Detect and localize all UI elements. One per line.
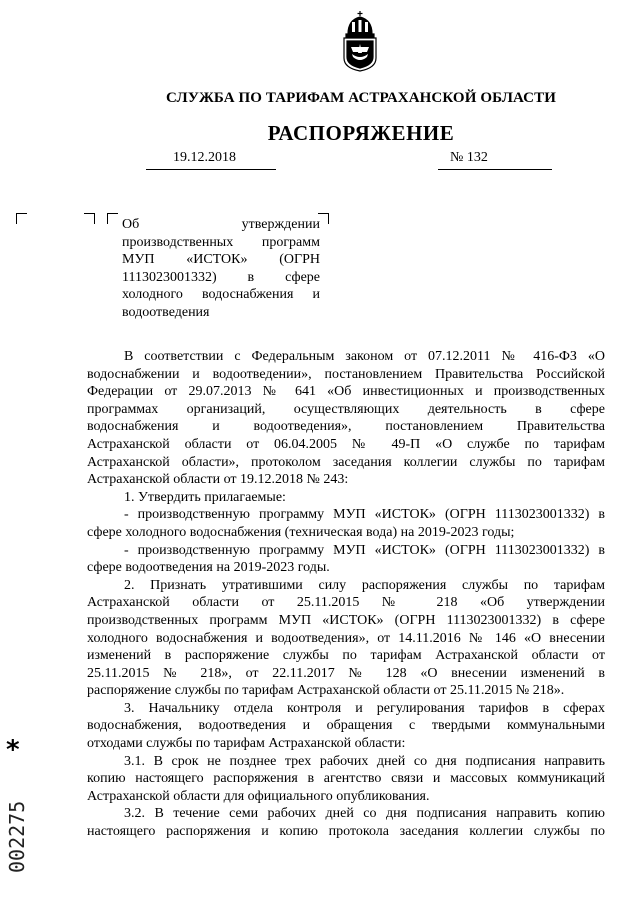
margin-asterisk: * xyxy=(6,735,20,765)
body-line: 3.2. В течение семи рабочих дней со дня подписания направить копию xyxy=(124,806,605,822)
corner-mark xyxy=(16,213,27,224)
body-line: программах организаций, осуществляющих деятельность в сфере xyxy=(87,401,605,417)
body-line: Астраханской области для официального опубликования. xyxy=(87,788,430,804)
body-line: настоящего распоряжения и копию протокола заседания коллегии службы по xyxy=(87,824,605,840)
corner-mark xyxy=(84,213,95,224)
body-line: распоряжение службы по тарифам Астраханской области от 25.11.2015 № 218». xyxy=(87,683,565,699)
body-line: изменений в распоряжение службы по тарифам Астраханской области от xyxy=(87,648,605,664)
body-line: 2. Признать утратившими силу распоряжения службы по тарифам xyxy=(124,577,605,593)
stamp-number-text: 002275 xyxy=(5,800,29,873)
issuing-agency-title: СЛУЖБА ПО ТАРИФАМ АСТРАХАНСКОЙ ОБЛАСТИ xyxy=(166,90,556,106)
body-line: 3. Начальнику отдела контроля и регулирования тарифов в сферах xyxy=(124,700,605,716)
document-number: № 132 xyxy=(450,150,488,165)
subject-line: водоотведения xyxy=(122,304,210,320)
subject-line: холодного водоснабжения и xyxy=(122,287,320,302)
document-body xyxy=(87,348,605,841)
body-line: отходами службы по тарифам Астраханской области: xyxy=(87,736,406,752)
body-line: Астраханской области», протоколом заседания коллегии службы по тарифам xyxy=(87,454,605,470)
subject-line: Об утверждении xyxy=(122,217,320,232)
body-line: Астраханской области от 06.04.2005 № 49-П «О службе по тарифам xyxy=(87,436,605,452)
subject-line: МУП «ИСТОК» (ОГРН xyxy=(122,252,320,267)
body-line: Федерации от 29.07.2013 № 641 «Об инвестиционных и производственных xyxy=(87,384,605,400)
body-line: водоснабжения, водоотведения и обращения с твердыми коммунальными xyxy=(87,718,605,734)
body-line: производственных программ МУП «ИСТОК» (ОГРН 1113023001332) в сфере xyxy=(87,612,605,628)
date-underline xyxy=(146,169,276,170)
number-underline xyxy=(438,169,552,170)
body-line: 25.11.2015 № 218», от 22.11.2017 № 128 «О внесении изменений в xyxy=(87,665,605,681)
body-line: 1. Утвердить прилагаемые: xyxy=(124,489,286,505)
document-type-title: РАСПОРЯЖЕНИЕ xyxy=(267,121,455,145)
subject-block xyxy=(122,216,320,321)
body-line: Астраханской области от 25.11.2015 № 218 «Об утверждении xyxy=(87,595,605,611)
body-line: сфере холодного водоснабжения (техническая вода) на 2019-2023 годы; xyxy=(87,524,515,540)
body-line: водоснабжении и водоотведении», постановлением Правительства Российской xyxy=(87,366,605,382)
body-line: водоснабжения и водоотведения», постановлением Правительства xyxy=(87,419,605,435)
margin-stamp-number xyxy=(2,765,32,875)
body-line: В соответствии с Федеральным законом от 07.12.2011 № 416-ФЗ «О xyxy=(124,349,605,364)
body-line: - производственную программу МУП «ИСТОК» (ОГРН 1113023001332) в xyxy=(124,542,605,558)
subject-line: 1113023001332) в сфере xyxy=(122,269,320,285)
subject-line: производственных программ xyxy=(122,234,320,250)
body-line: сфере водоотведения на 2019-2023 годы. xyxy=(87,560,330,576)
body-line: Астраханской области от 19.12.2018 № 243: xyxy=(87,472,349,488)
body-line: 3.1. В срок не позднее трех рабочих дней со дня подписания направить xyxy=(124,753,605,769)
coat-of-arms-icon xyxy=(338,10,382,72)
body-line: холодного водоснабжения и водоотведения», от 14.11.2016 № 146 «О внесении xyxy=(87,630,605,646)
body-line: - производственную программу МУП «ИСТОК» (ОГРН 1113023001332) в xyxy=(124,507,605,523)
document-date: 19.12.2018 xyxy=(173,150,236,165)
corner-mark xyxy=(107,213,118,224)
body-line: копию настоящего распоряжения в агентство связи и массовых коммуникаций xyxy=(87,771,605,787)
